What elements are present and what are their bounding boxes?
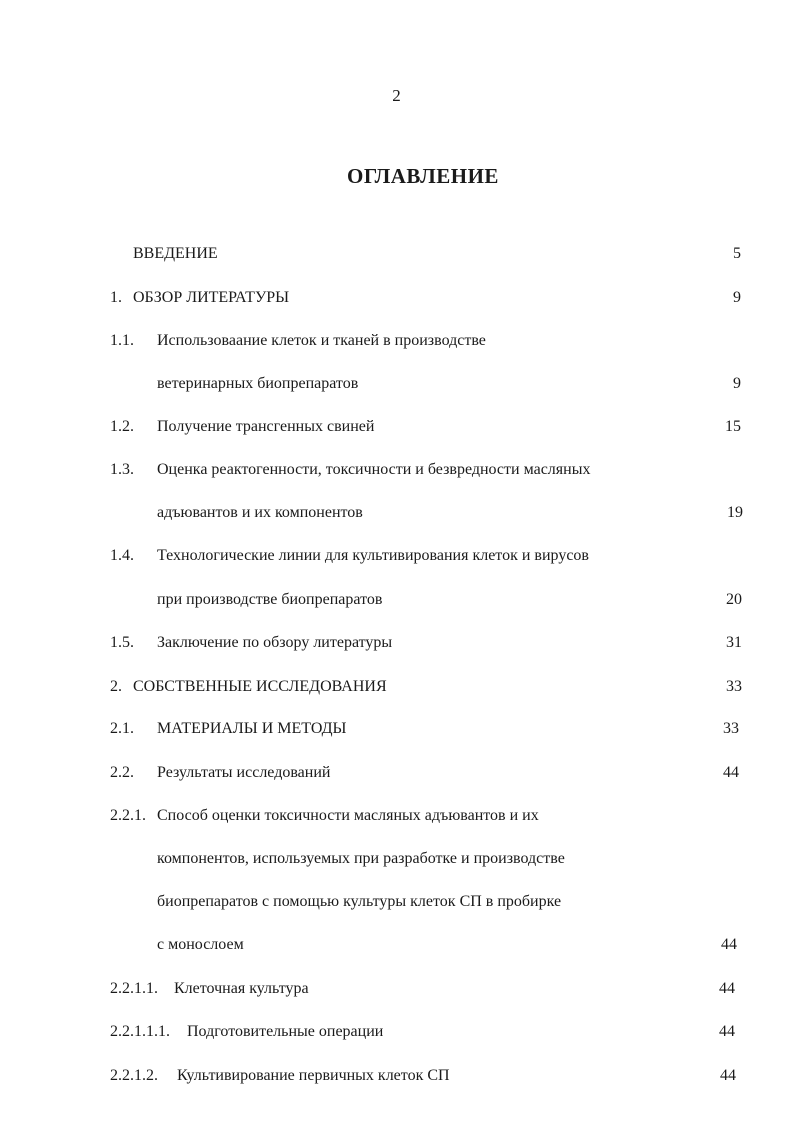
toc-entry-title-cont: с монослоем (157, 936, 244, 953)
toc-entry-title-cont: биопрепаратов с помощью культуры клеток СП в пробирке (157, 893, 562, 910)
toc-entry-title: Использоваание клеток и тканей в производстве (157, 332, 486, 349)
toc-entry-title: Результаты исследований (157, 764, 331, 781)
toc-entry-title: Способ оценки токсичности масляных адъювантов и их (157, 807, 539, 824)
toc-entry-number: 1. (110, 289, 122, 306)
toc-entry-title: Клеточная культура (174, 980, 309, 997)
toc-entry-title: Оценка реактогенности, токсичности и безвредности масляных (157, 461, 591, 478)
toc-entry-number: 1.3. (110, 461, 134, 478)
toc-entry-title: МАТЕРИАЛЫ И МЕТОДЫ (157, 720, 347, 737)
toc-entry-page: 20 (726, 591, 742, 608)
toc-entry-title-cont: адъювантов и их компонентов (157, 504, 363, 521)
toc-entry-number: 2.2.1.2. (110, 1067, 158, 1084)
toc-entry-title: СОБСТВЕННЫЕ ИССЛЕДОВАНИЯ (133, 678, 387, 695)
toc-entry-number: 2.2.1.1.1. (110, 1023, 170, 1040)
toc-entry-title-cont: при производстве биопрепаратов (157, 591, 383, 608)
toc-entry-number: 2.2. (110, 764, 134, 781)
toc-entry-page: 9 (733, 375, 741, 392)
toc-entry-page: 44 (719, 1023, 735, 1040)
toc-entry-title: Культивирование первичных клеток СП (177, 1067, 450, 1084)
toc-entry-number: 2.2.1. (110, 807, 146, 824)
toc-entry-page: 44 (721, 936, 737, 953)
toc-entry-number: 2.2.1.1. (110, 980, 158, 997)
toc-entry-title-cont: ветеринарных биопрепаратов (157, 375, 359, 392)
toc-entry-title: Заключение по обзору литературы (157, 634, 393, 651)
toc-entry-number: 1.4. (110, 547, 134, 564)
toc-entry-title: ВВЕДЕНИЕ (133, 245, 218, 262)
toc-entry-title: Получение трансгенных свиней (157, 418, 375, 435)
toc-entry-page: 44 (720, 1067, 736, 1084)
toc-entry-page: 31 (726, 634, 742, 651)
toc-entry-page: 15 (725, 418, 741, 435)
toc-entry-page: 44 (719, 980, 735, 997)
toc-entry-number: 2.1. (110, 720, 134, 737)
toc-entry-page: 33 (726, 678, 742, 695)
toc-title: ОГЛАВЛЕНИЕ (347, 164, 499, 188)
toc-entry-page: 33 (723, 720, 739, 737)
toc-entry-page: 9 (733, 289, 741, 306)
toc-entry-title-cont: компонентов, используемых при разработке и производстве (157, 850, 565, 867)
toc-entry-number: 1.5. (110, 634, 134, 651)
toc-entry-number: 1.1. (110, 332, 134, 349)
toc-entry-title: ОБЗОР ЛИТЕРАТУРЫ (133, 289, 290, 306)
toc-entry-page: 44 (723, 764, 739, 781)
toc-entry-page: 19 (727, 504, 743, 521)
toc-entry-title: Технологические линии для культивирования клеток и вирусов (157, 547, 589, 564)
toc-entry-title: Подготовительные операции (187, 1023, 384, 1040)
toc-entry-number: 2. (110, 678, 122, 695)
page-number: 2 (392, 86, 401, 105)
toc-entry-page: 5 (733, 245, 741, 262)
toc-entry-number: 1.2. (110, 418, 134, 435)
